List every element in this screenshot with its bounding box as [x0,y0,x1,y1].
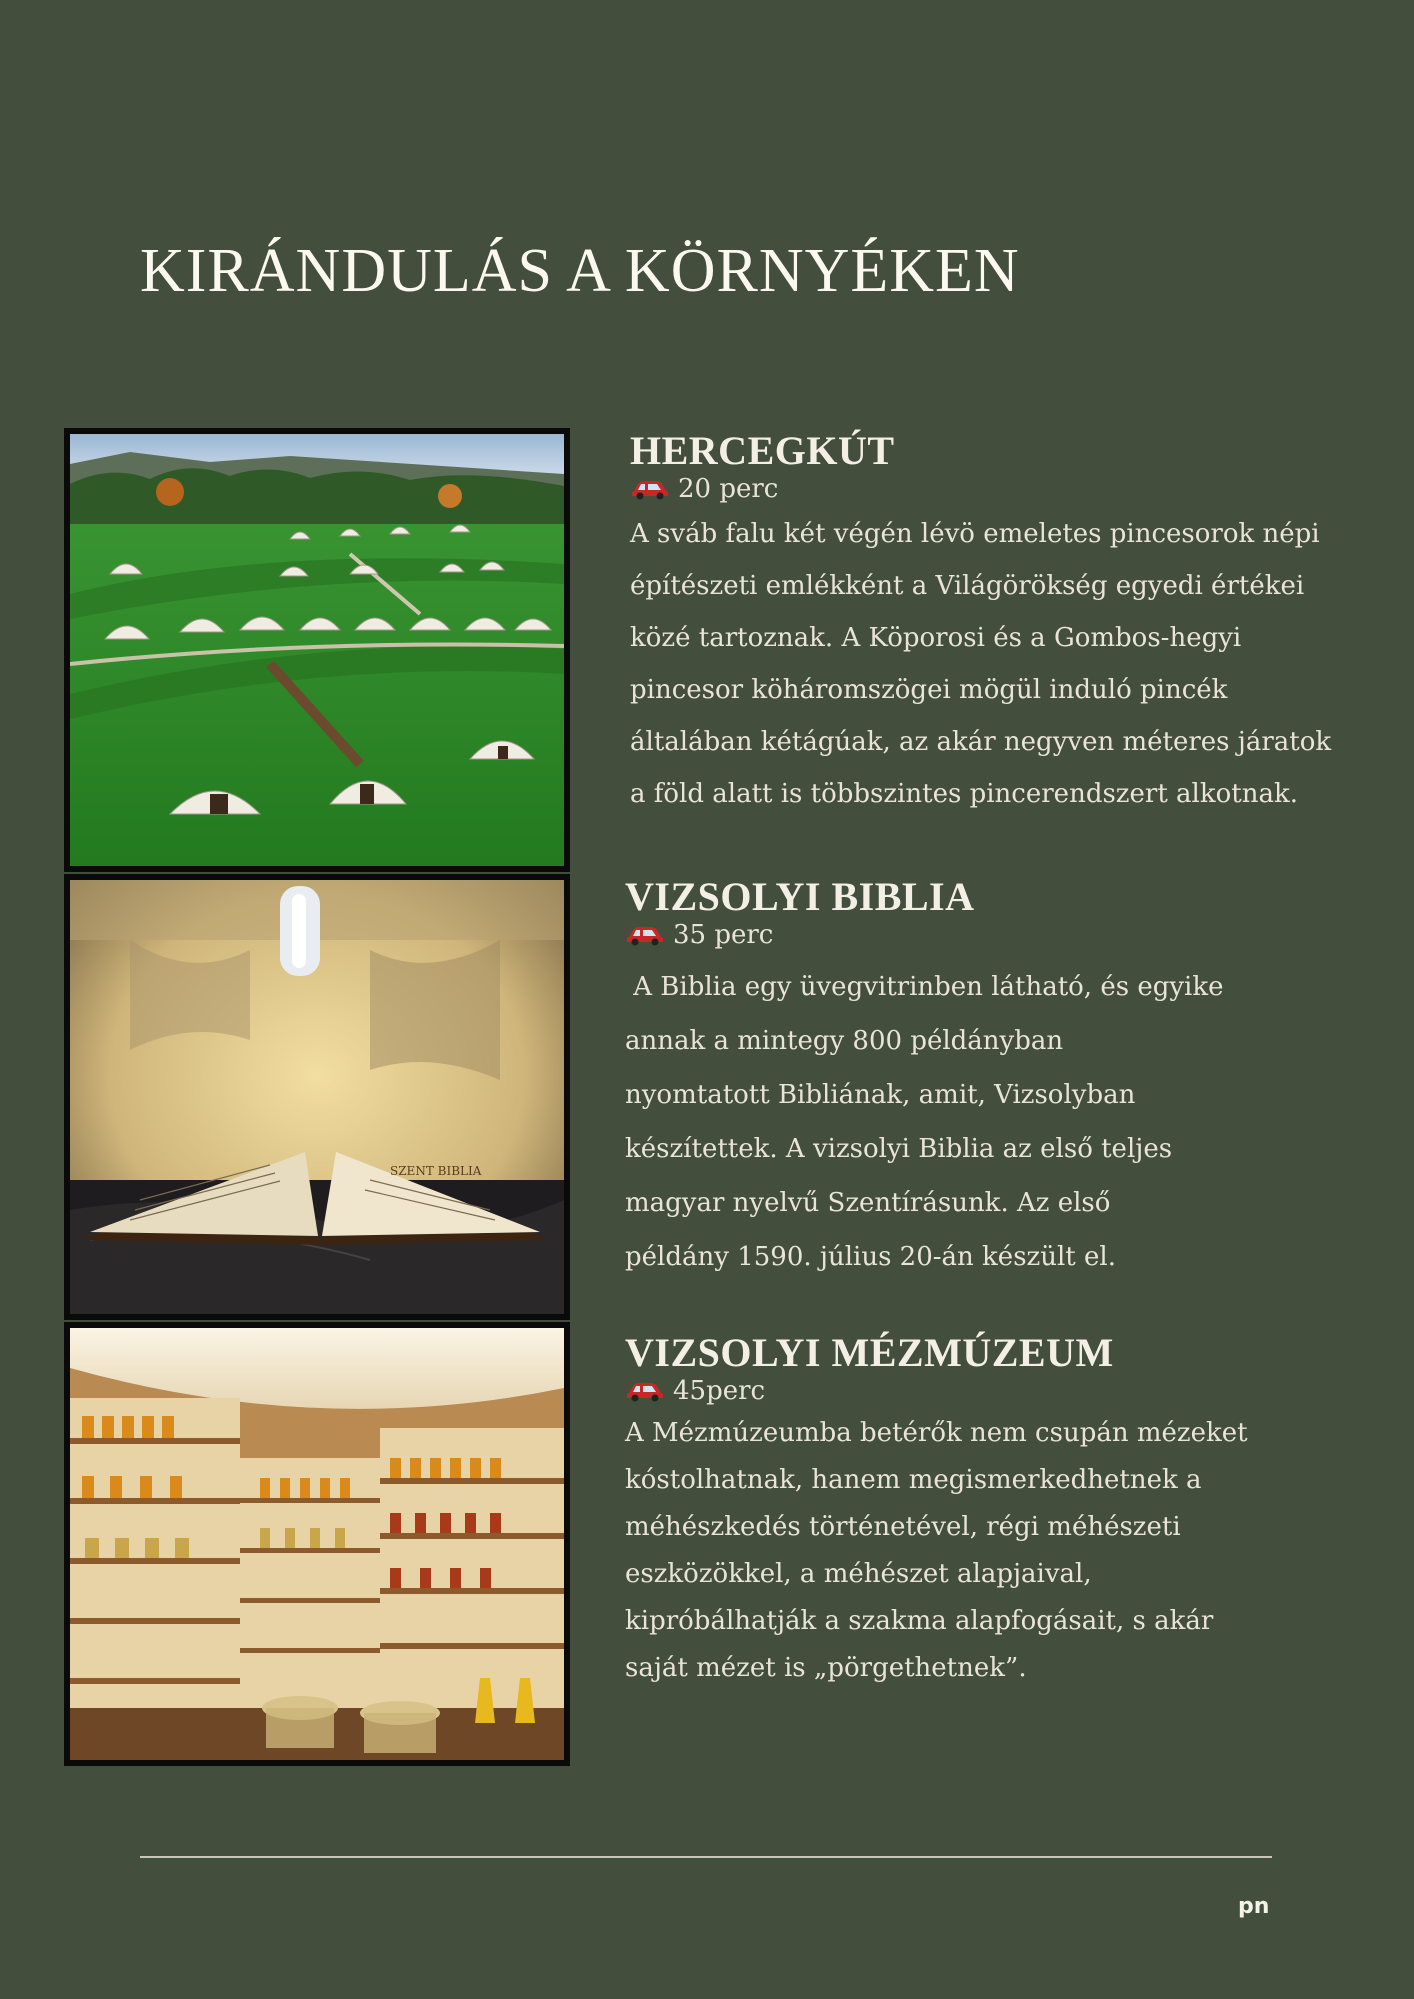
travel-time [630,474,1410,504]
car-icon [625,1379,665,1403]
car-icon [625,923,665,947]
travel-time-text: 35 perc [673,920,774,950]
page-title: KIRÁNDULÁS A KÖRNYÉKEN [140,237,1020,305]
footer-divider [140,1856,1272,1858]
wine-cellars-photo [64,428,570,872]
travel-time-text: 20 perc [678,474,779,504]
section-description: A Mézmúzeumba betérők nem csupán mézeket kóstolhatnak, hanem megismerkedhetnek a méhészkedés történetével, régi méhészeti eszközökkel, a méhészet alapjaival, kipróbálhatják a szakma alapfogásait, s akár saját mézet is „pörgethetnek”. [625,1418,1248,1683]
car-icon [630,477,670,501]
section-title: VIZSOLYI MÉZMÚZEUM [625,1330,1114,1375]
section-hercegkut [630,428,1410,820]
travel-time-text: 45perc [673,1376,766,1406]
honey-museum-photo [64,1322,570,1766]
travel-time [625,1376,1405,1406]
travel-time [625,920,1405,950]
section-title: VIZSOLYI BIBLIA [625,874,975,919]
section-description: A Biblia egy üvegvitrinben látható, és egyike annak a mintegy 800 példányban nyomtatott Bibliának, amit, Vizsolyban készítettek. A vizsolyi Biblia az első teljes magyar nyelvű Szentírásunk. Az első példány 1590. július 20-án készült el. [625,972,1224,1272]
svg-text:SZENT BIBLIA: SZENT BIBLIA [390,1164,482,1178]
page-marker: pn [1238,1894,1270,1919]
section-vizsolyi-mezmuzeum [625,1330,1405,1692]
section-title: HERCEGKÚT [630,428,895,473]
section-description: A sváb falu két végén lévö emeletes pincesorok népi építészeti emlékként a Világörökség egyedi értékei közé tartoznak. A Köporosi és a Gombos-hegyi pincesor köháromszögei mögül induló pincék általában kétágúak, az akár negyven méteres járatok a föld alatt is többszintes pincerendszert alkotnak. [630,519,1332,809]
bible-photo [64,874,570,1320]
section-vizsolyi-biblia [625,874,1405,1284]
